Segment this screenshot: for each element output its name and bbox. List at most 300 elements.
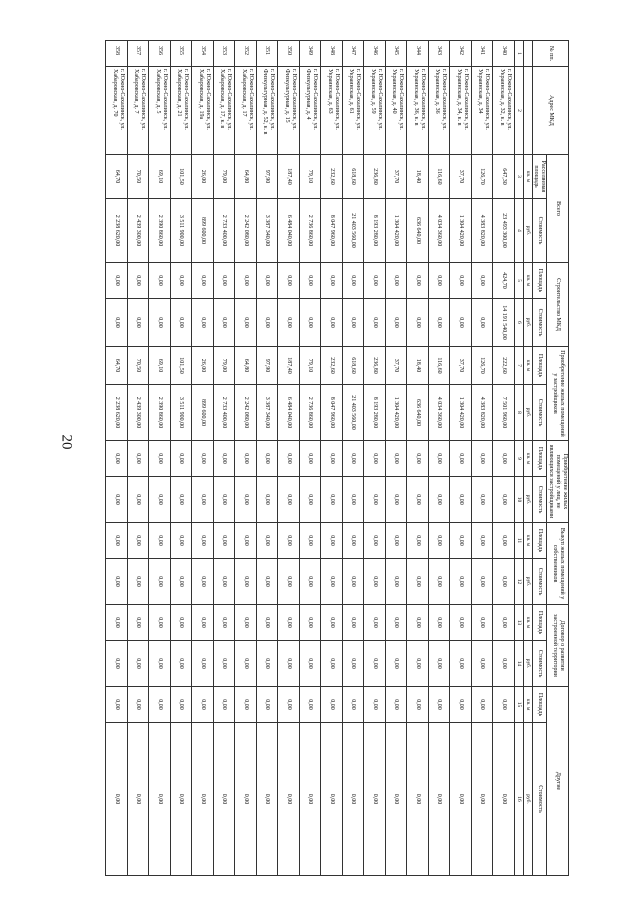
row-number: 341 — [471, 41, 493, 67]
table-cell: 0,00 — [407, 477, 429, 523]
table-cell: 0,00 — [364, 559, 386, 605]
table-cell: 0,00 — [192, 723, 214, 876]
table-cell: 0,00 — [127, 441, 149, 477]
table-cell: 69,10 — [149, 347, 171, 385]
table-cell: 0,00 — [213, 687, 235, 723]
table-row — [127, 41, 149, 876]
table-cell: 0,00 — [278, 299, 300, 347]
table-cell: 0,00 — [149, 723, 171, 876]
table-cell: 2 390 860,00 — [149, 385, 171, 441]
row-number: 351 — [256, 41, 278, 67]
header-row-units — [523, 41, 532, 876]
table-cell: 0,00 — [235, 687, 257, 723]
table-cell: 618,60 — [342, 155, 364, 199]
table-row — [407, 41, 429, 876]
table-cell: 101,50 — [170, 155, 192, 199]
table-cell: 0,00 — [428, 559, 450, 605]
table-cell: 0,00 — [407, 723, 429, 876]
table-cell: 0,00 — [342, 299, 364, 347]
table-cell: 37,70 — [450, 155, 472, 199]
table-cell: 0,00 — [256, 477, 278, 523]
table-cell: 0,00 — [450, 299, 472, 347]
table-cell: 2 242 080,00 — [235, 199, 257, 263]
table-cell: 0,00 — [127, 477, 149, 523]
table-cell: 2 238 620,00 — [106, 199, 128, 263]
column-index: 13 — [514, 605, 523, 641]
table-cell: 2 242 080,00 — [235, 385, 257, 441]
sub-area: Площадь — [532, 523, 547, 559]
table-cell: 424,70 — [493, 263, 515, 299]
table-cell: 0,00 — [278, 641, 300, 687]
table-cell: 0,00 — [428, 477, 450, 523]
table-cell: 79,10 — [299, 155, 321, 199]
table-cell: 0,00 — [213, 723, 235, 876]
table-cell: 0,00 — [321, 523, 343, 559]
row-address: г. Южно-Сахалинск, ул. Хабаровская, д. 17, к. в — [213, 67, 235, 155]
table-cell: 0,00 — [192, 299, 214, 347]
table-cell: 4 383 820,00 — [471, 199, 493, 263]
column-index: 9 — [514, 441, 523, 477]
table-cell: 26,00 — [192, 347, 214, 385]
row-number: 358 — [106, 41, 128, 67]
row-address: г. Южно-Сахалинск, ул. Украинская, д. 34 — [471, 67, 493, 155]
row-address: г. Южно-Сахалинск, ул. Хабаровская, д. 17 — [235, 67, 257, 155]
table-cell: 3 387 340,00 — [256, 199, 278, 263]
column-index: 5 — [514, 263, 523, 299]
table-cell: 0,00 — [192, 477, 214, 523]
table-cell: 0,00 — [364, 523, 386, 559]
table-cell: 0,00 — [235, 263, 257, 299]
table-cell: 0,00 — [299, 687, 321, 723]
table-cell: 0,00 — [127, 723, 149, 876]
table-cell: 0,00 — [321, 559, 343, 605]
table-cell: 3 511 900,00 — [170, 385, 192, 441]
table-cell: 2 733 400,00 — [213, 385, 235, 441]
table-row — [342, 41, 364, 876]
table-cell: 0,00 — [450, 477, 472, 523]
sub-area: Площадь — [532, 605, 547, 641]
table-cell: 0,00 — [428, 441, 450, 477]
table-cell: 0,00 — [450, 723, 472, 876]
table-cell: 0,00 — [385, 687, 407, 723]
table-cell: 37,70 — [385, 155, 407, 199]
table-cell: 26,00 — [192, 155, 214, 199]
column-index: 15 — [514, 687, 523, 723]
row-address: г. Южно-Сахалинск, ул. Украинская, д. 32, к. в — [493, 67, 515, 155]
unit-area: кв. м — [523, 347, 532, 385]
row-number: 350 — [278, 41, 300, 67]
table-cell: 0,00 — [407, 605, 429, 641]
table-cell: 0,00 — [192, 641, 214, 687]
row-address: г. Южно-Сахалинск, ул. Украинская, д. 36, к. в — [407, 67, 429, 155]
table-row — [493, 41, 515, 876]
table-cell: 0,00 — [106, 299, 128, 347]
sub-cost: Стоимость — [532, 477, 547, 523]
table-cell: 0,00 — [192, 687, 214, 723]
table-cell: 0,00 — [471, 299, 493, 347]
table-cell: 0,00 — [213, 477, 235, 523]
row-address: г. Южно-Сахалинск, ул. Украинская, д. 61 — [342, 67, 364, 155]
table-cell: 0,00 — [256, 687, 278, 723]
table-row — [235, 41, 257, 876]
table-row — [471, 41, 493, 876]
unit-cost: руб. — [523, 477, 532, 523]
table-cell: 0,00 — [213, 299, 235, 347]
table-cell: 2 439 300,00 — [127, 385, 149, 441]
table-cell: 0,00 — [471, 263, 493, 299]
table-cell: 0,00 — [407, 299, 429, 347]
table-row — [192, 41, 214, 876]
column-index: 4 — [514, 199, 523, 263]
table-cell: 4 034 360,00 — [428, 199, 450, 263]
row-address: г. Южно-Сахалинск, ул. Украинская, д. 40 — [385, 67, 407, 155]
table-cell: 101,50 — [170, 347, 192, 385]
table-cell: 2 736 860,00 — [299, 199, 321, 263]
page-number: 20 — [58, 434, 75, 450]
table-cell: 0,00 — [471, 605, 493, 641]
table-cell: 70,50 — [127, 155, 149, 199]
table-cell: 0,00 — [106, 723, 128, 876]
unit-cost: руб. — [523, 385, 532, 441]
table-cell: 116,60 — [428, 155, 450, 199]
table-cell: 636 640,00 — [407, 385, 429, 441]
table-cell: 0,00 — [450, 559, 472, 605]
row-address: г. Южно-Сахалинск, ул. Хабаровская, д. 5 — [149, 67, 171, 155]
table-cell: 0,00 — [342, 477, 364, 523]
table-cell: 0,00 — [170, 641, 192, 687]
sub-cost: Стоимость — [532, 723, 547, 876]
table-cell: 0,00 — [493, 559, 515, 605]
table-cell: 97,90 — [256, 155, 278, 199]
table-body — [106, 41, 515, 876]
sub-area: Площадь — [532, 687, 547, 723]
table-cell: 70,50 — [127, 347, 149, 385]
table-cell: 0,00 — [192, 523, 214, 559]
table-cell: 0,00 — [170, 477, 192, 523]
table-cell: 0,00 — [471, 477, 493, 523]
table-cell: 232,60 — [321, 155, 343, 199]
table-cell: 0,00 — [385, 559, 407, 605]
table-cell: 0,00 — [299, 605, 321, 641]
table-cell: 0,00 — [450, 605, 472, 641]
table-cell: 0,00 — [407, 263, 429, 299]
table-cell: 0,00 — [213, 263, 235, 299]
header-row-sub — [532, 41, 547, 876]
table-cell: 6 484 040,00 — [278, 199, 300, 263]
table-cell: 0,00 — [321, 687, 343, 723]
table-cell: 0,00 — [299, 723, 321, 876]
table-cell: 8 193 280,00 — [364, 385, 386, 441]
column-index: 7 — [514, 347, 523, 385]
table-cell: 0,00 — [471, 523, 493, 559]
table-row — [364, 41, 386, 876]
table-cell: 0,00 — [385, 477, 407, 523]
table-cell: 0,00 — [256, 641, 278, 687]
table-cell: 64,70 — [106, 155, 128, 199]
table-cell: 0,00 — [407, 441, 429, 477]
table-cell: 79,00 — [213, 155, 235, 199]
table-cell: 0,00 — [493, 477, 515, 523]
table-cell: 0,00 — [106, 263, 128, 299]
row-number: 357 — [127, 41, 149, 67]
table-cell: 618,60 — [342, 347, 364, 385]
table-cell: 0,00 — [321, 441, 343, 477]
table-cell: 0,00 — [170, 687, 192, 723]
sub-area: Площадь — [532, 347, 547, 385]
table-cell: 0,00 — [192, 441, 214, 477]
table-cell: 0,00 — [364, 641, 386, 687]
resettlement-table — [105, 40, 569, 876]
row-address: г. Южно-Сахалинск, ул. Физкультурная, д. 4 — [299, 67, 321, 155]
table-cell: 0,00 — [364, 441, 386, 477]
table-row — [213, 41, 235, 876]
table-cell: 0,00 — [299, 441, 321, 477]
table-cell: 0,00 — [170, 559, 192, 605]
table-cell: 0,00 — [385, 723, 407, 876]
table-cell: 0,00 — [235, 477, 257, 523]
table-cell: 636 640,00 — [407, 199, 429, 263]
table-cell: 0,00 — [149, 523, 171, 559]
row-number: 347 — [342, 41, 364, 67]
table-cell: 0,00 — [127, 299, 149, 347]
table-row — [278, 41, 300, 876]
table-cell: 69,10 — [149, 155, 171, 199]
table-cell: 64,70 — [106, 347, 128, 385]
table-cell: 0,00 — [321, 723, 343, 876]
table-cell: 0,00 — [364, 477, 386, 523]
table-cell: 0,00 — [342, 559, 364, 605]
table-cell: 0,00 — [428, 605, 450, 641]
row-address: г. Южно-Сахалинск, ул. Украинская, д. 34, к. в — [450, 67, 472, 155]
table-cell: 0,00 — [364, 687, 386, 723]
column-index: 16 — [514, 723, 523, 876]
table-cell: 0,00 — [127, 523, 149, 559]
column-index: 12 — [514, 559, 523, 605]
table-row — [170, 41, 192, 876]
table-cell: 0,00 — [299, 263, 321, 299]
table-cell: 0,00 — [106, 441, 128, 477]
table-cell: 37,70 — [450, 347, 472, 385]
table-cell: 0,00 — [342, 723, 364, 876]
column-index: 2 — [514, 67, 523, 155]
table-cell: 0,00 — [127, 559, 149, 605]
row-address: г. Южно-Сахалинск, ул. Украинская, д. 59 — [364, 67, 386, 155]
table-cell: 0,00 — [407, 641, 429, 687]
table-cell: 21 403 560,00 — [342, 385, 364, 441]
table-cell: 21 403 560,00 — [342, 199, 364, 263]
table-row — [428, 41, 450, 876]
column-index: 1 — [514, 41, 523, 67]
row-address: г. Южно-Сахалинск, ул. Украинская, д. 63 — [321, 67, 343, 155]
row-number: 349 — [299, 41, 321, 67]
table-cell: 0,00 — [385, 641, 407, 687]
row-number: 352 — [235, 41, 257, 67]
header-redemption: Выкуп жилых помещений у собственников — [547, 523, 569, 605]
header-construction: Строительство МКД — [547, 263, 569, 347]
row-address: г. Южно-Сахалинск, ул. Хабаровская, д. 70 — [106, 67, 128, 155]
table-cell: 0,00 — [278, 441, 300, 477]
column-index: 11 — [514, 523, 523, 559]
header-row-index — [514, 41, 523, 876]
table-cell: 0,00 — [364, 263, 386, 299]
table-cell: 0,00 — [235, 299, 257, 347]
table-cell: 2 439 300,00 — [127, 199, 149, 263]
table-cell: 79,00 — [213, 347, 235, 385]
table-cell: 0,00 — [235, 641, 257, 687]
unit-cost: руб. — [523, 299, 532, 347]
table-cell: 0,00 — [106, 605, 128, 641]
table-cell: 0,00 — [256, 299, 278, 347]
table-cell: 0,00 — [428, 687, 450, 723]
sub-cost: Стоимость — [532, 299, 547, 347]
table-cell: 97,90 — [256, 347, 278, 385]
table-cell: 0,00 — [299, 477, 321, 523]
table-cell: 0,00 — [170, 299, 192, 347]
table-cell: 0,00 — [321, 641, 343, 687]
table-cell: 0,00 — [213, 523, 235, 559]
sub-cost: Стоимость — [532, 199, 547, 263]
table-cell: 4 034 360,00 — [428, 385, 450, 441]
table-cell: 0,00 — [278, 559, 300, 605]
sub-area: Площадь — [532, 263, 547, 299]
table-cell: 0,00 — [149, 441, 171, 477]
table-cell: 0,00 — [428, 523, 450, 559]
table-cell: 0,00 — [256, 263, 278, 299]
table-cell: 0,00 — [278, 605, 300, 641]
table-cell: 0,00 — [428, 723, 450, 876]
table-cell: 236,80 — [364, 347, 386, 385]
table-cell: 64,80 — [235, 155, 257, 199]
table-cell: 0,00 — [407, 559, 429, 605]
table-cell: 0,00 — [127, 605, 149, 641]
table-cell: 0,00 — [149, 477, 171, 523]
table-cell: 0,00 — [493, 523, 515, 559]
table-row — [321, 41, 343, 876]
sub-relocated-area: Расселяемая площадь — [532, 155, 547, 199]
row-number: 342 — [450, 41, 472, 67]
table-cell: 0,00 — [385, 523, 407, 559]
table-cell: 0,00 — [256, 605, 278, 641]
column-index: 8 — [514, 385, 523, 441]
table-cell: 0,00 — [321, 263, 343, 299]
row-number: 355 — [170, 41, 192, 67]
table-cell: 0,00 — [299, 559, 321, 605]
table-cell: 0,00 — [278, 263, 300, 299]
header-num: № пп. — [532, 41, 568, 67]
table-cell: 0,00 — [256, 523, 278, 559]
table-cell: 4 383 820,00 — [471, 385, 493, 441]
table-cell: 0,00 — [321, 605, 343, 641]
table-cell: 0,00 — [471, 441, 493, 477]
row-address: г. Южно-Сахалинск, ул. Физкультурная, д. 52, к. в — [256, 67, 278, 155]
table-cell: 0,00 — [149, 559, 171, 605]
table-cell: 8 047 960,00 — [321, 385, 343, 441]
sub-area: Площадь — [532, 441, 547, 477]
unit-area: кв. м — [523, 263, 532, 299]
row-address: г. Южно-Сахалинск, ул. Хабаровская, д. 7 — [127, 67, 149, 155]
table-cell: 8 193 280,00 — [364, 199, 386, 263]
table-cell: 0,00 — [170, 723, 192, 876]
unit-cost: руб. — [523, 641, 532, 687]
table-cell: 0,00 — [235, 723, 257, 876]
table-cell: 0,00 — [278, 687, 300, 723]
table-cell: 0,00 — [493, 441, 515, 477]
table-cell: 0,00 — [471, 687, 493, 723]
column-index: 3 — [514, 155, 523, 199]
table-cell: 0,00 — [127, 263, 149, 299]
column-index: 14 — [514, 641, 523, 687]
row-address: г. Южно-Сахалинск, ул. Хабаровская, д. 21 — [170, 67, 192, 155]
table-cell: 0,00 — [321, 299, 343, 347]
row-number: 354 — [192, 41, 214, 67]
unit-area: кв. м — [523, 441, 532, 477]
table-cell: 0,00 — [106, 687, 128, 723]
table-cell: 0,00 — [471, 641, 493, 687]
unit-cost: руб. — [523, 723, 532, 876]
table-cell: 0,00 — [149, 263, 171, 299]
table-cell: 2 736 860,00 — [299, 385, 321, 441]
row-number: 356 — [149, 41, 171, 67]
row-number: 353 — [213, 41, 235, 67]
table-cell: 222,60 — [493, 347, 515, 385]
sub-cost: Стоимость — [532, 385, 547, 441]
row-number: 346 — [364, 41, 386, 67]
header-compensation: Договор о развитии застроенной территории — [547, 605, 569, 687]
table-cell: 64,80 — [235, 347, 257, 385]
table-cell: 236,80 — [364, 155, 386, 199]
sub-cost: Стоимость — [532, 559, 547, 605]
table-cell: 899 600,00 — [192, 199, 214, 263]
table-cell: 0,00 — [192, 605, 214, 641]
table-cell: 0,00 — [149, 641, 171, 687]
table-cell: 0,00 — [170, 605, 192, 641]
table-cell: 0,00 — [407, 523, 429, 559]
table-cell: 0,00 — [342, 605, 364, 641]
table-cell: 126,70 — [471, 347, 493, 385]
table-cell: 37,70 — [385, 347, 407, 385]
table-cell: 0,00 — [385, 263, 407, 299]
table-cell: 0,00 — [213, 441, 235, 477]
table-cell: 0,00 — [149, 299, 171, 347]
table-cell: 899 600,00 — [192, 385, 214, 441]
header-total: Всего — [547, 155, 569, 263]
table-cell: 1 304 420,00 — [450, 199, 472, 263]
table-cell: 2 238 620,00 — [106, 385, 128, 441]
table-cell: 0,00 — [385, 441, 407, 477]
table-cell: 126,70 — [471, 155, 493, 199]
table-cell: 0,00 — [235, 605, 257, 641]
table-cell: 0,00 — [299, 299, 321, 347]
unit-area: кв. м — [523, 155, 532, 199]
table-cell: 0,00 — [493, 641, 515, 687]
table-row — [106, 41, 128, 876]
unit-cost: руб. — [523, 199, 532, 263]
header-address: Адрес МКД — [532, 67, 568, 155]
table-cell: 1 304 420,00 — [450, 385, 472, 441]
row-address: г. Южно-Сахалинск, ул. Хабаровская, д. 19а — [192, 67, 214, 155]
table-cell: 0,00 — [342, 441, 364, 477]
row-number: 343 — [428, 41, 450, 67]
table-cell: 0,00 — [450, 523, 472, 559]
table-row — [450, 41, 472, 876]
table-cell: 0,00 — [278, 477, 300, 523]
header-acq-builders: Приобретение жилых помещений у застройщиков — [547, 347, 569, 441]
header-acq-not-builders: Приобретение жилых помещений у лиц, не являющихся застройщиками — [547, 441, 569, 523]
table-cell: 0,00 — [299, 523, 321, 559]
table-cell: 232,60 — [321, 347, 343, 385]
row-number: 340 — [493, 41, 515, 67]
table-cell: 647,30 — [493, 155, 515, 199]
